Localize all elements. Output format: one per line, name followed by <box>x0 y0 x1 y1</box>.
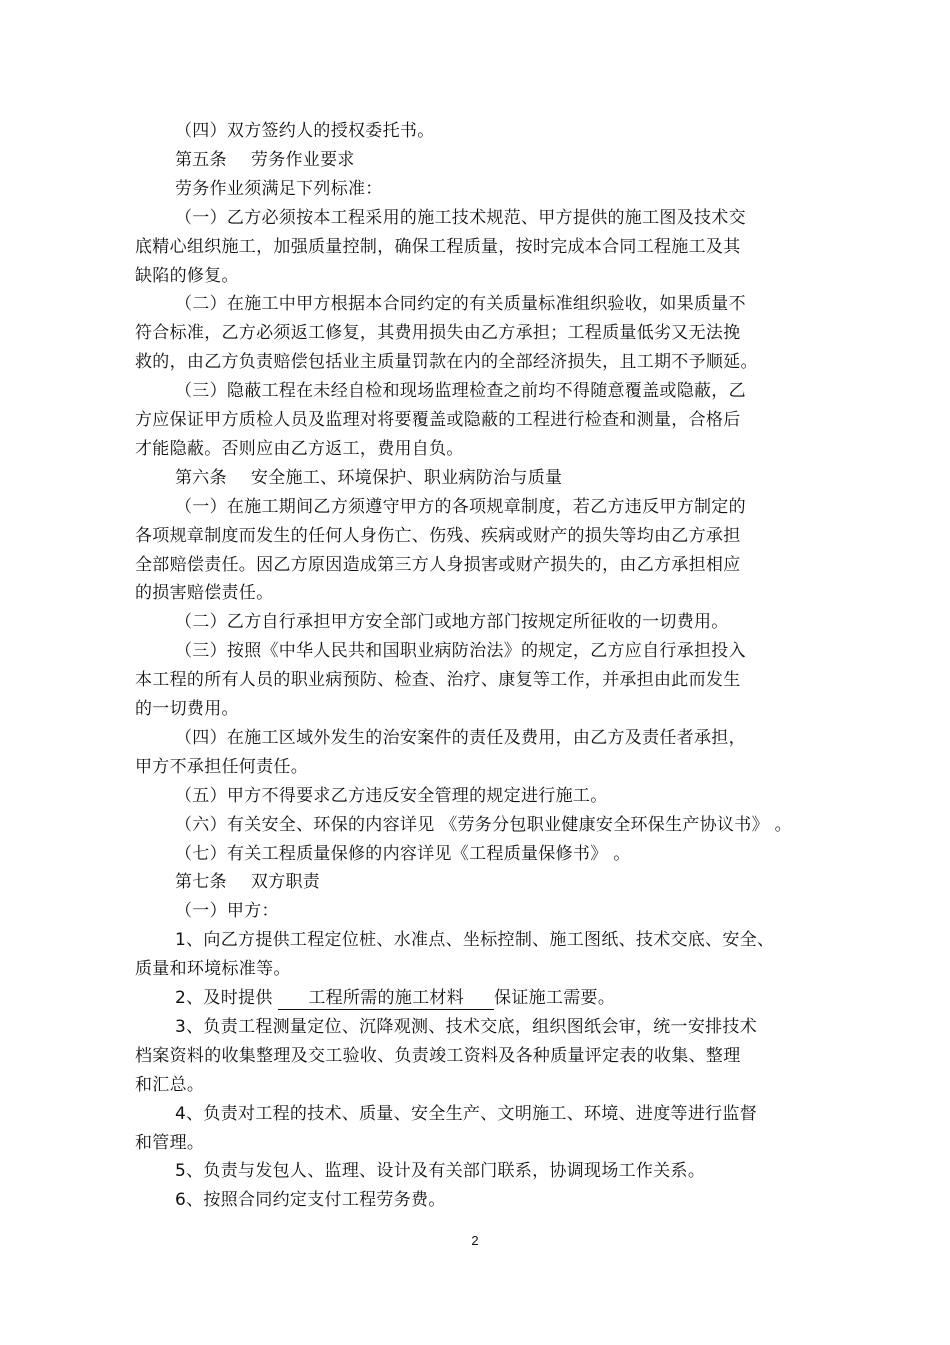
paragraph-line: 5、负责与发包人、监理、设计及有关部门联系，协调现场工作关系。 <box>175 1161 706 1181</box>
article-number: 第六条 <box>175 468 227 488</box>
paragraph-line: 4、负责对工程的技术、质量、安全生产、文明施工、环境、进度等进行监督 <box>175 1104 758 1124</box>
paragraph-line: （一）在施工期间乙方须遵守甲方的各项规章制度，若乙方违反甲方制定的 <box>175 497 746 517</box>
paragraph-line: 1、向乙方提供工程定位桩、水准点、坐标控制、施工图纸、技术交底、安全、 <box>175 930 775 950</box>
paragraph-line: （一）甲方： <box>175 901 279 921</box>
paragraph-line: 救的，由乙方负责赔偿包括业主质量罚款在内的全部经济损失，且工期不予顺延。 <box>135 352 758 372</box>
fill-in-line <box>175 987 615 1010</box>
paragraph-line: 和汇总。 <box>135 1075 205 1095</box>
paragraph-line: （三）按照《中华人民共和国职业病防治法》的规定，乙方应自行承担投入 <box>175 641 746 661</box>
paragraph-line: （四）在施工区域外发生的治安案件的责任及费用，由乙方及责任者承担， <box>175 728 746 748</box>
paragraph-line: 和管理。 <box>135 1133 205 1153</box>
paragraph-line: （二）在施工中甲方根据本合同约定的有关质量标准组织验收，如果质量不 <box>175 294 746 314</box>
paragraph-line: 的损害赔偿责任。 <box>135 583 274 603</box>
paragraph-line: 缺陷的修复。 <box>135 266 239 286</box>
paragraph-line: 6、按照合同约定支付工程劳务费。 <box>175 1190 446 1210</box>
paragraph-line: 甲方不承担任何责任。 <box>135 757 308 777</box>
paragraph-line: （四）双方签约人的授权委托书。 <box>175 121 435 141</box>
article-heading <box>175 871 320 893</box>
article-title: 安全施工、环境保护、职业病防治与质量 <box>250 468 563 488</box>
paragraph-line: （二）乙方自行承担甲方安全部门或地方部门按规定所征收的一切费用。 <box>175 612 729 632</box>
article-heading <box>175 467 562 489</box>
page-number: 2 <box>471 1233 479 1248</box>
paragraph-line: 全部赔偿责任。因乙方原因造成第三方人身损害或财产损失的，由乙方承担相应 <box>135 555 741 575</box>
paragraph-line: 本工程的所有人员的职业病预防、检查、治疗、康复等工作，并承担由此而发生 <box>135 670 741 690</box>
paragraph-line: 的一切费用。 <box>135 699 239 719</box>
paragraph-line: 质量和环境标准等。 <box>135 959 291 979</box>
fill-suffix: 保证施工需要。 <box>494 988 616 1008</box>
fill-blank-value: 工程所需的施工材料 <box>278 987 494 1010</box>
article-heading <box>175 149 355 171</box>
paragraph-line: 符合标准，乙方必须返工修复，其费用损失由乙方承担；工程质量低劣又无法挽 <box>135 323 741 343</box>
article-number: 第五条 <box>175 150 227 170</box>
paragraph-line: 才能隐蔽。否则应由乙方返工，费用自负。 <box>135 439 464 459</box>
paragraph-line: 档案资料的收集整理及交工验收、负责竣工资料及各种质量评定表的收集、整理 <box>135 1046 741 1066</box>
paragraph-line: （六）有关安全、环保的内容详见 《劳务分包职业健康安全环保生产协议书》 。 <box>175 815 792 835</box>
paragraph-line: （七）有关工程质量保修的内容详见《工程质量保修书》 。 <box>175 844 631 864</box>
paragraph-line: 方应保证甲方质检人员及监理对将要覆盖或隐蔽的工程进行检查和测量，合格后 <box>135 410 741 430</box>
paragraph-line: （一）乙方必须按本工程采用的施工技术规范、甲方提供的施工图及技术交 <box>175 208 746 228</box>
article-title: 双方职责 <box>250 872 321 892</box>
paragraph-line: 各项规章制度而发生的任何人身伤亡、伤残、疾病或财产的损失等均由乙方承担 <box>135 526 741 546</box>
paragraph-line: 3、负责工程测量定位、沉降观测、技术交底，组织图纸会审，统一安排技术 <box>175 1017 758 1037</box>
paragraph-line: 劳务作业须满足下列标准： <box>175 179 383 199</box>
fill-prefix: 2、及时提供 <box>175 988 279 1008</box>
article-number: 第七条 <box>175 872 227 892</box>
paragraph-line: 底精心组织施工，加强质量控制，确保工程质量，按时完成本合同工程施工及其 <box>135 237 741 257</box>
paragraph-line: （五）甲方不得要求乙方违反安全管理的规定进行施工。 <box>175 786 608 806</box>
article-title: 劳务作业要求 <box>250 150 355 170</box>
paragraph-line: （三）隐蔽工程在未经自检和现场监理检查之前均不得随意覆盖或隐蔽，乙 <box>175 381 746 401</box>
